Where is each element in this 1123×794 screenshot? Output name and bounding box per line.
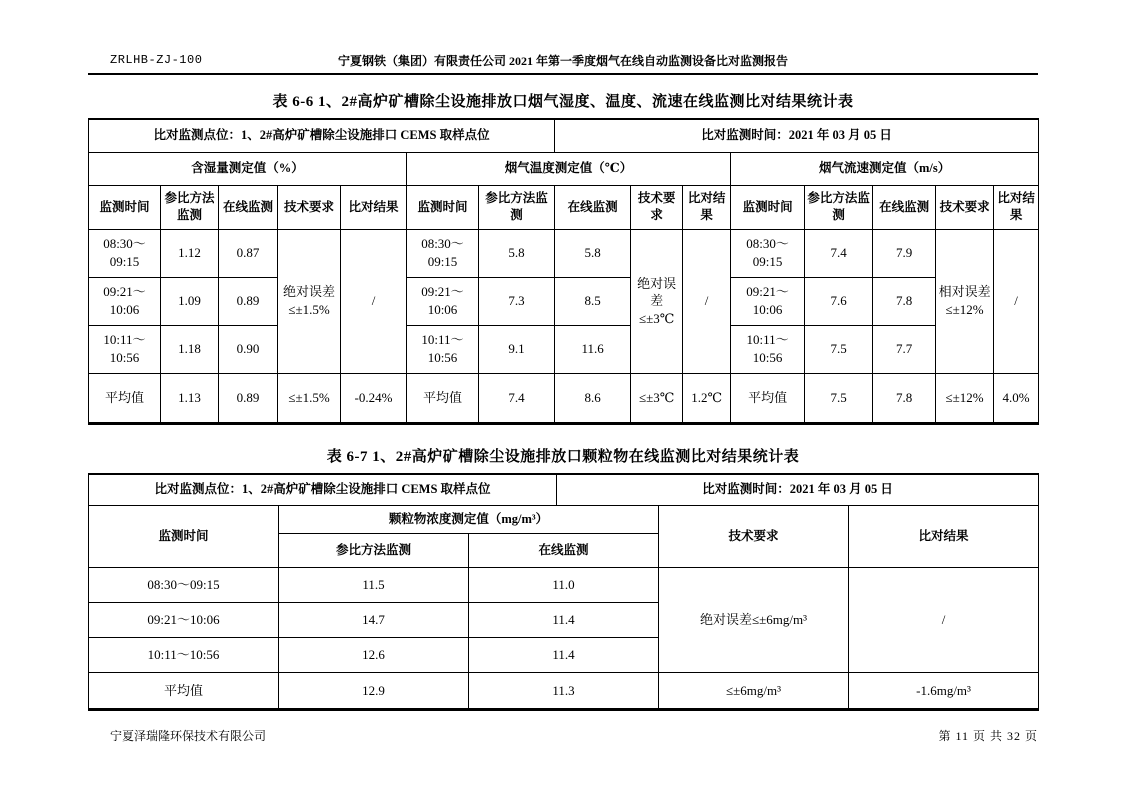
cell-avg-tech: ≤±12% bbox=[936, 373, 994, 423]
table-row bbox=[89, 119, 1039, 152]
cell-compare-result: / bbox=[994, 229, 1039, 373]
section-header-velocity: 烟气流速测定值（m/s） bbox=[731, 152, 1039, 185]
column-header-time: 监测时间 bbox=[407, 185, 479, 229]
table-row bbox=[89, 325, 1039, 373]
cell-time: 08:30～​09:15 bbox=[731, 229, 805, 277]
table-6-6-title: 表 6-6 1、2#高炉矿槽除尘设施排放口烟气湿度、温度、流速在线监测比对结果统计表 bbox=[272, 94, 854, 110]
cell-tech-req: 绝对误差≤±6mg/m³ bbox=[659, 568, 849, 673]
table-6-7-title: 表 6-7 1、2#高炉矿槽除尘设施排放口颗粒物在线监测比对结果统计表 bbox=[326, 448, 800, 465]
cell-online-value: 0.89 bbox=[219, 277, 278, 325]
table-row bbox=[89, 506, 1039, 534]
cell-tech-req: 绝对误差≤±1.5% bbox=[278, 229, 341, 373]
cell-time: 09:21～​10:06 bbox=[731, 277, 805, 325]
column-header-result: 比对结果 bbox=[849, 506, 1039, 568]
table-row bbox=[89, 185, 1039, 229]
table-6-6 bbox=[88, 118, 1039, 425]
monitoring-point-label: 比对监测点位：1、2#高炉矿槽除尘设施排口 CEMS 取样点位 bbox=[89, 474, 557, 506]
cell-online-value: 11.6 bbox=[555, 325, 631, 373]
cell-online-value: 11.4 bbox=[469, 638, 659, 673]
cell-ref-value: 1.18 bbox=[161, 325, 219, 373]
column-header-tech: 技术要求 bbox=[659, 506, 849, 568]
cell-avg-label: 平均值 bbox=[89, 373, 161, 423]
cell-avg-online: 7.8 bbox=[873, 373, 936, 423]
cell-avg-online: 8.6 bbox=[555, 373, 631, 423]
column-header-online: 在线监测 bbox=[219, 185, 278, 229]
cell-time: 08:30～​09:15 bbox=[89, 568, 279, 603]
column-header-online: 在线监测 bbox=[873, 185, 936, 229]
cell-ref-value: 12.6 bbox=[279, 638, 469, 673]
cell-avg-tech: ≤±6mg/m³ bbox=[659, 673, 849, 710]
cell-avg-online: 11.3 bbox=[469, 673, 659, 710]
table-row bbox=[89, 474, 1039, 506]
section-header-humidity: 含湿量测定值（%） bbox=[89, 152, 407, 185]
page-content bbox=[88, 0, 1038, 711]
cell-avg-tech: ≤±1.5% bbox=[278, 373, 341, 423]
cell-ref-value: 5.8 bbox=[479, 229, 555, 277]
column-header-ref: 参比方法监测 bbox=[479, 185, 555, 229]
cell-avg-label: 平均值 bbox=[89, 673, 279, 710]
column-header-online: 在线监测 bbox=[555, 185, 631, 229]
monitoring-point-label: 比对监测点位：1、2#高炉矿槽除尘设施排口 CEMS 取样点位 bbox=[89, 119, 555, 152]
cell-avg-label: 平均值 bbox=[407, 373, 479, 423]
cell-compare-result: / bbox=[341, 229, 407, 373]
footer-company: 宁夏泽瑞隆环保技术有限公司 bbox=[110, 729, 267, 743]
cell-ref-value: 7.5 bbox=[805, 325, 873, 373]
cell-tech-req: 相对误差≤±12% bbox=[936, 229, 994, 373]
cell-time: 09:21～​10:06 bbox=[89, 603, 279, 638]
cell-avg-result: -1.6mg/m³ bbox=[849, 673, 1039, 710]
document-code: ZRLHB-ZJ-100 bbox=[110, 53, 203, 67]
cell-ref-value: 7.6 bbox=[805, 277, 873, 325]
cell-time: 08:30～​09:15 bbox=[407, 229, 479, 277]
table-row bbox=[89, 277, 1039, 325]
cell-time: 10:11～​10:56 bbox=[407, 325, 479, 373]
cell-online-value: 0.90 bbox=[219, 325, 278, 373]
table-row bbox=[89, 373, 1039, 423]
cell-online-value: 5.8 bbox=[555, 229, 631, 277]
table-row bbox=[89, 673, 1039, 710]
column-header-result: 比对结果 bbox=[683, 185, 731, 229]
cell-avg-online: 0.89 bbox=[219, 373, 278, 423]
column-header-tech: 技术要求 bbox=[278, 185, 341, 229]
report-title: 宁夏钢铁（集团）有限责任公司 2021 年第一季度烟气在线自动监测设备比对监测报告 bbox=[337, 54, 788, 68]
cell-ref-value: 9.1 bbox=[479, 325, 555, 373]
cell-time: 10:11～​10:56 bbox=[89, 325, 161, 373]
column-header-time: 监测时间 bbox=[89, 185, 161, 229]
cell-avg-ref: 12.9 bbox=[279, 673, 469, 710]
column-header-time: 监测时间 bbox=[89, 506, 279, 568]
cell-avg-ref: 7.4 bbox=[479, 373, 555, 423]
cell-online-value: 11.0 bbox=[469, 568, 659, 603]
column-header-ref: 参比方法监测 bbox=[161, 185, 219, 229]
cell-online-value: 11.4 bbox=[469, 603, 659, 638]
table-row bbox=[89, 229, 1039, 277]
cell-ref-value: 1.12 bbox=[161, 229, 219, 277]
cell-compare-result: / bbox=[683, 229, 731, 373]
page-header bbox=[88, 52, 1038, 75]
cell-avg-tech: ≤±3℃ bbox=[631, 373, 683, 423]
cell-tech-req: 绝对误差≤±3℃ bbox=[631, 229, 683, 373]
section-header-temperature: 烟气温度测定值（℃） bbox=[407, 152, 731, 185]
cell-time: 10:11～​10:56 bbox=[89, 638, 279, 673]
column-header-ref: 参比方法监测 bbox=[279, 534, 469, 568]
column-header-tech: 技术要求 bbox=[631, 185, 683, 229]
cell-time: 10:11～​10:56 bbox=[731, 325, 805, 373]
cell-ref-value: 11.5 bbox=[279, 568, 469, 603]
column-header-online: 在线监测 bbox=[469, 534, 659, 568]
cell-ref-value: 1.09 bbox=[161, 277, 219, 325]
cell-avg-label: 平均值 bbox=[731, 373, 805, 423]
group-header-pm-concentration: 颗粒物浓度测定值（mg/m³） bbox=[279, 506, 659, 534]
cell-time: 08:30～​09:15 bbox=[89, 229, 161, 277]
cell-time: 09:21～​10:06 bbox=[407, 277, 479, 325]
cell-online-value: 7.8 bbox=[873, 277, 936, 325]
column-header-tech: 技术要求 bbox=[936, 185, 994, 229]
cell-avg-result: 1.2℃ bbox=[683, 373, 731, 423]
table-row bbox=[89, 152, 1039, 185]
monitoring-time-label: 比对监测时间：2021 年 03 月 05 日 bbox=[555, 119, 1039, 152]
footer-page-number: 第 11 页 共 32 页 bbox=[938, 729, 1038, 743]
column-header-time: 监测时间 bbox=[731, 185, 805, 229]
table-row bbox=[89, 568, 1039, 603]
cell-ref-value: 7.4 bbox=[805, 229, 873, 277]
cell-time: 09:21～​10:06 bbox=[89, 277, 161, 325]
cell-ref-value: 14.7 bbox=[279, 603, 469, 638]
column-header-result: 比对结果 bbox=[341, 185, 407, 229]
monitoring-time-label: 比对监测时间：2021 年 03 月 05 日 bbox=[557, 474, 1039, 506]
cell-avg-result: 4.0% bbox=[994, 373, 1039, 423]
cell-ref-value: 7.3 bbox=[479, 277, 555, 325]
cell-online-value: 8.5 bbox=[555, 277, 631, 325]
cell-avg-result: -0.24% bbox=[341, 373, 407, 423]
table-6-7 bbox=[88, 473, 1039, 712]
cell-online-value: 0.87 bbox=[219, 229, 278, 277]
column-header-ref: 参比方法监测 bbox=[805, 185, 873, 229]
cell-avg-ref: 7.5 bbox=[805, 373, 873, 423]
cell-avg-ref: 1.13 bbox=[161, 373, 219, 423]
column-header-result: 比对结果 bbox=[994, 185, 1039, 229]
cell-compare-result: / bbox=[849, 568, 1039, 673]
cell-online-value: 7.7 bbox=[873, 325, 936, 373]
cell-online-value: 7.9 bbox=[873, 229, 936, 277]
